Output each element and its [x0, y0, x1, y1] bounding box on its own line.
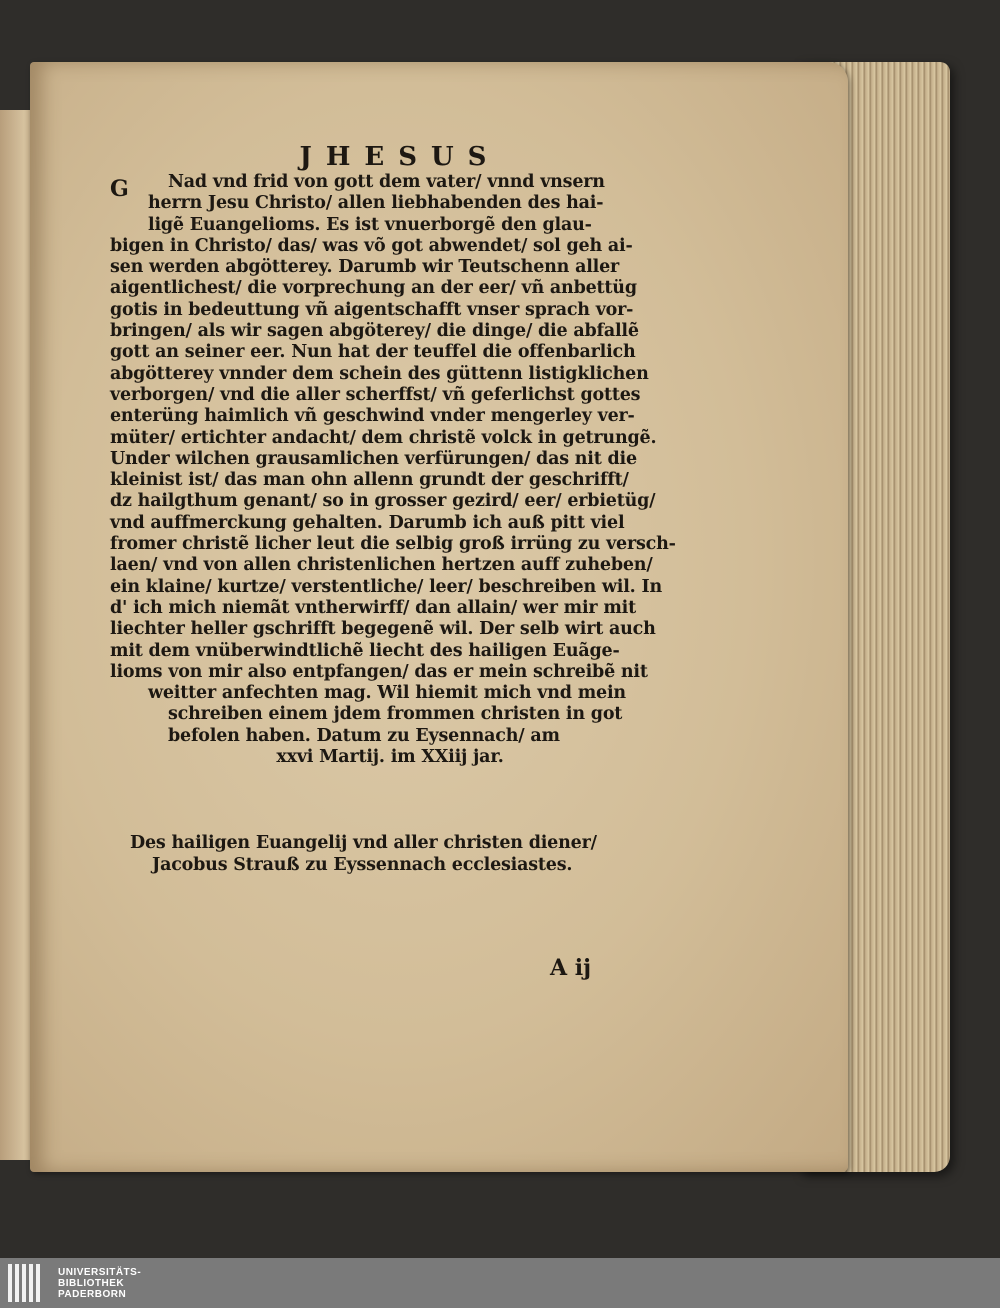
library-logo-icon — [8, 1262, 44, 1304]
text-line: bigen in Christo/ das/ was võ got abwendet/ sol geh ai- — [110, 235, 633, 256]
footer-bar — [0, 1258, 1000, 1308]
text-line: Nad vnd frid von gott dem vater/ vnnd vnsern — [168, 172, 605, 192]
library-name — [58, 1267, 141, 1300]
signature-line: Des hailigen Euangelij vnd aller christen diener/ — [130, 833, 597, 853]
text-line: fromer christẽ licher leut die selbig groß irrüng zu versch- — [110, 534, 676, 555]
initial-letter: G — [110, 176, 129, 202]
library-name-line: PADERBORN — [58, 1288, 127, 1300]
text-line: befolen haben. Datum zu Eysennach/ am — [168, 725, 560, 746]
library-name-line: BIBLIOTHEK — [58, 1277, 125, 1289]
text-line: verborgen/ vnd die aller scherffst/ vñ geferlichst gottes — [110, 384, 641, 405]
text-line: lioms von mir also entpfangen/ das er mein schreibẽ nit — [110, 661, 648, 682]
page-text-block — [110, 142, 676, 768]
text-line: ein klaine/ kurtze/ verstentliche/ leer/ beschreiben wil. In — [110, 576, 662, 597]
text-line-date: xxvi Martij. im XXiij jar. — [276, 747, 504, 768]
page-heading: JHESUS — [299, 142, 501, 172]
text-line: aigentlichest/ die vorprechung an der eer/ vñ anbettüg — [110, 278, 637, 299]
text-line: gotis in bedeuttung vñ aigentschafft vnser sprach vor- — [110, 299, 634, 320]
text-line: dz hailgthum genant/ so in grosser gezird/ eer/ erbietüg/ — [110, 491, 656, 512]
text-line: weitter anfechten mag. Wil hiemit mich vnd mein — [148, 683, 626, 704]
text-line: abgötterey vnnder dem schein des güttenn listigklichen — [110, 363, 649, 384]
library-name-line: UNIVERSITÄTS- — [58, 1266, 142, 1278]
text-line: laen/ vnd von allen christenlichen hertzen auff zuheben/ — [110, 555, 653, 576]
text-line: Under wilchen grausamlichen verfürungen/ das nit die — [110, 448, 637, 469]
book-page — [30, 62, 848, 1172]
text-line: vnd auffmerckung gehalten. Darumb ich auß pitt viel — [110, 512, 625, 533]
signature-line: Jacobus Strauß zu Eyssennach ecclesiastes. — [152, 855, 573, 875]
text-line: schreiben einem jdem frommen christen in got — [168, 704, 623, 725]
text-line: mit dem vnüberwindtlichẽ liecht des hailigen Euãge- — [110, 640, 620, 661]
text-line: bringen/ als wir sagen abgöterey/ die dinge/ die abfallẽ — [110, 321, 639, 342]
text-line: gott an seiner eer. Nun hat der teuffel die offenbarlich — [110, 342, 636, 363]
signature-block — [130, 832, 610, 876]
text-line: d' ich mich niemãt vntherwirff/ dan allain/ wer mir mit — [110, 597, 636, 618]
text-line: sen werden abgötterey. Darumb wir Teutschenn aller — [110, 257, 620, 278]
printer-signature-mark: A ij — [550, 955, 592, 981]
text-line: herrn Jesu Christo/ allen liebhabenden des hai- — [148, 193, 604, 214]
text-line: ligẽ Euangelioms. Es ist vnuerborgẽ den glau- — [148, 214, 592, 235]
text-line: kleinist ist/ das man ohn allenn grundt der geschrifft/ — [110, 470, 629, 491]
text-line: müter/ ertichter andacht/ dem christẽ volck in getrungẽ. — [110, 427, 657, 448]
text-line: enterüng haimlich vñ geschwind vnder mengerley ver- — [110, 406, 635, 427]
text-line: liechter heller gschrifft begegenẽ wil. Der selb wirt auch — [110, 619, 656, 640]
